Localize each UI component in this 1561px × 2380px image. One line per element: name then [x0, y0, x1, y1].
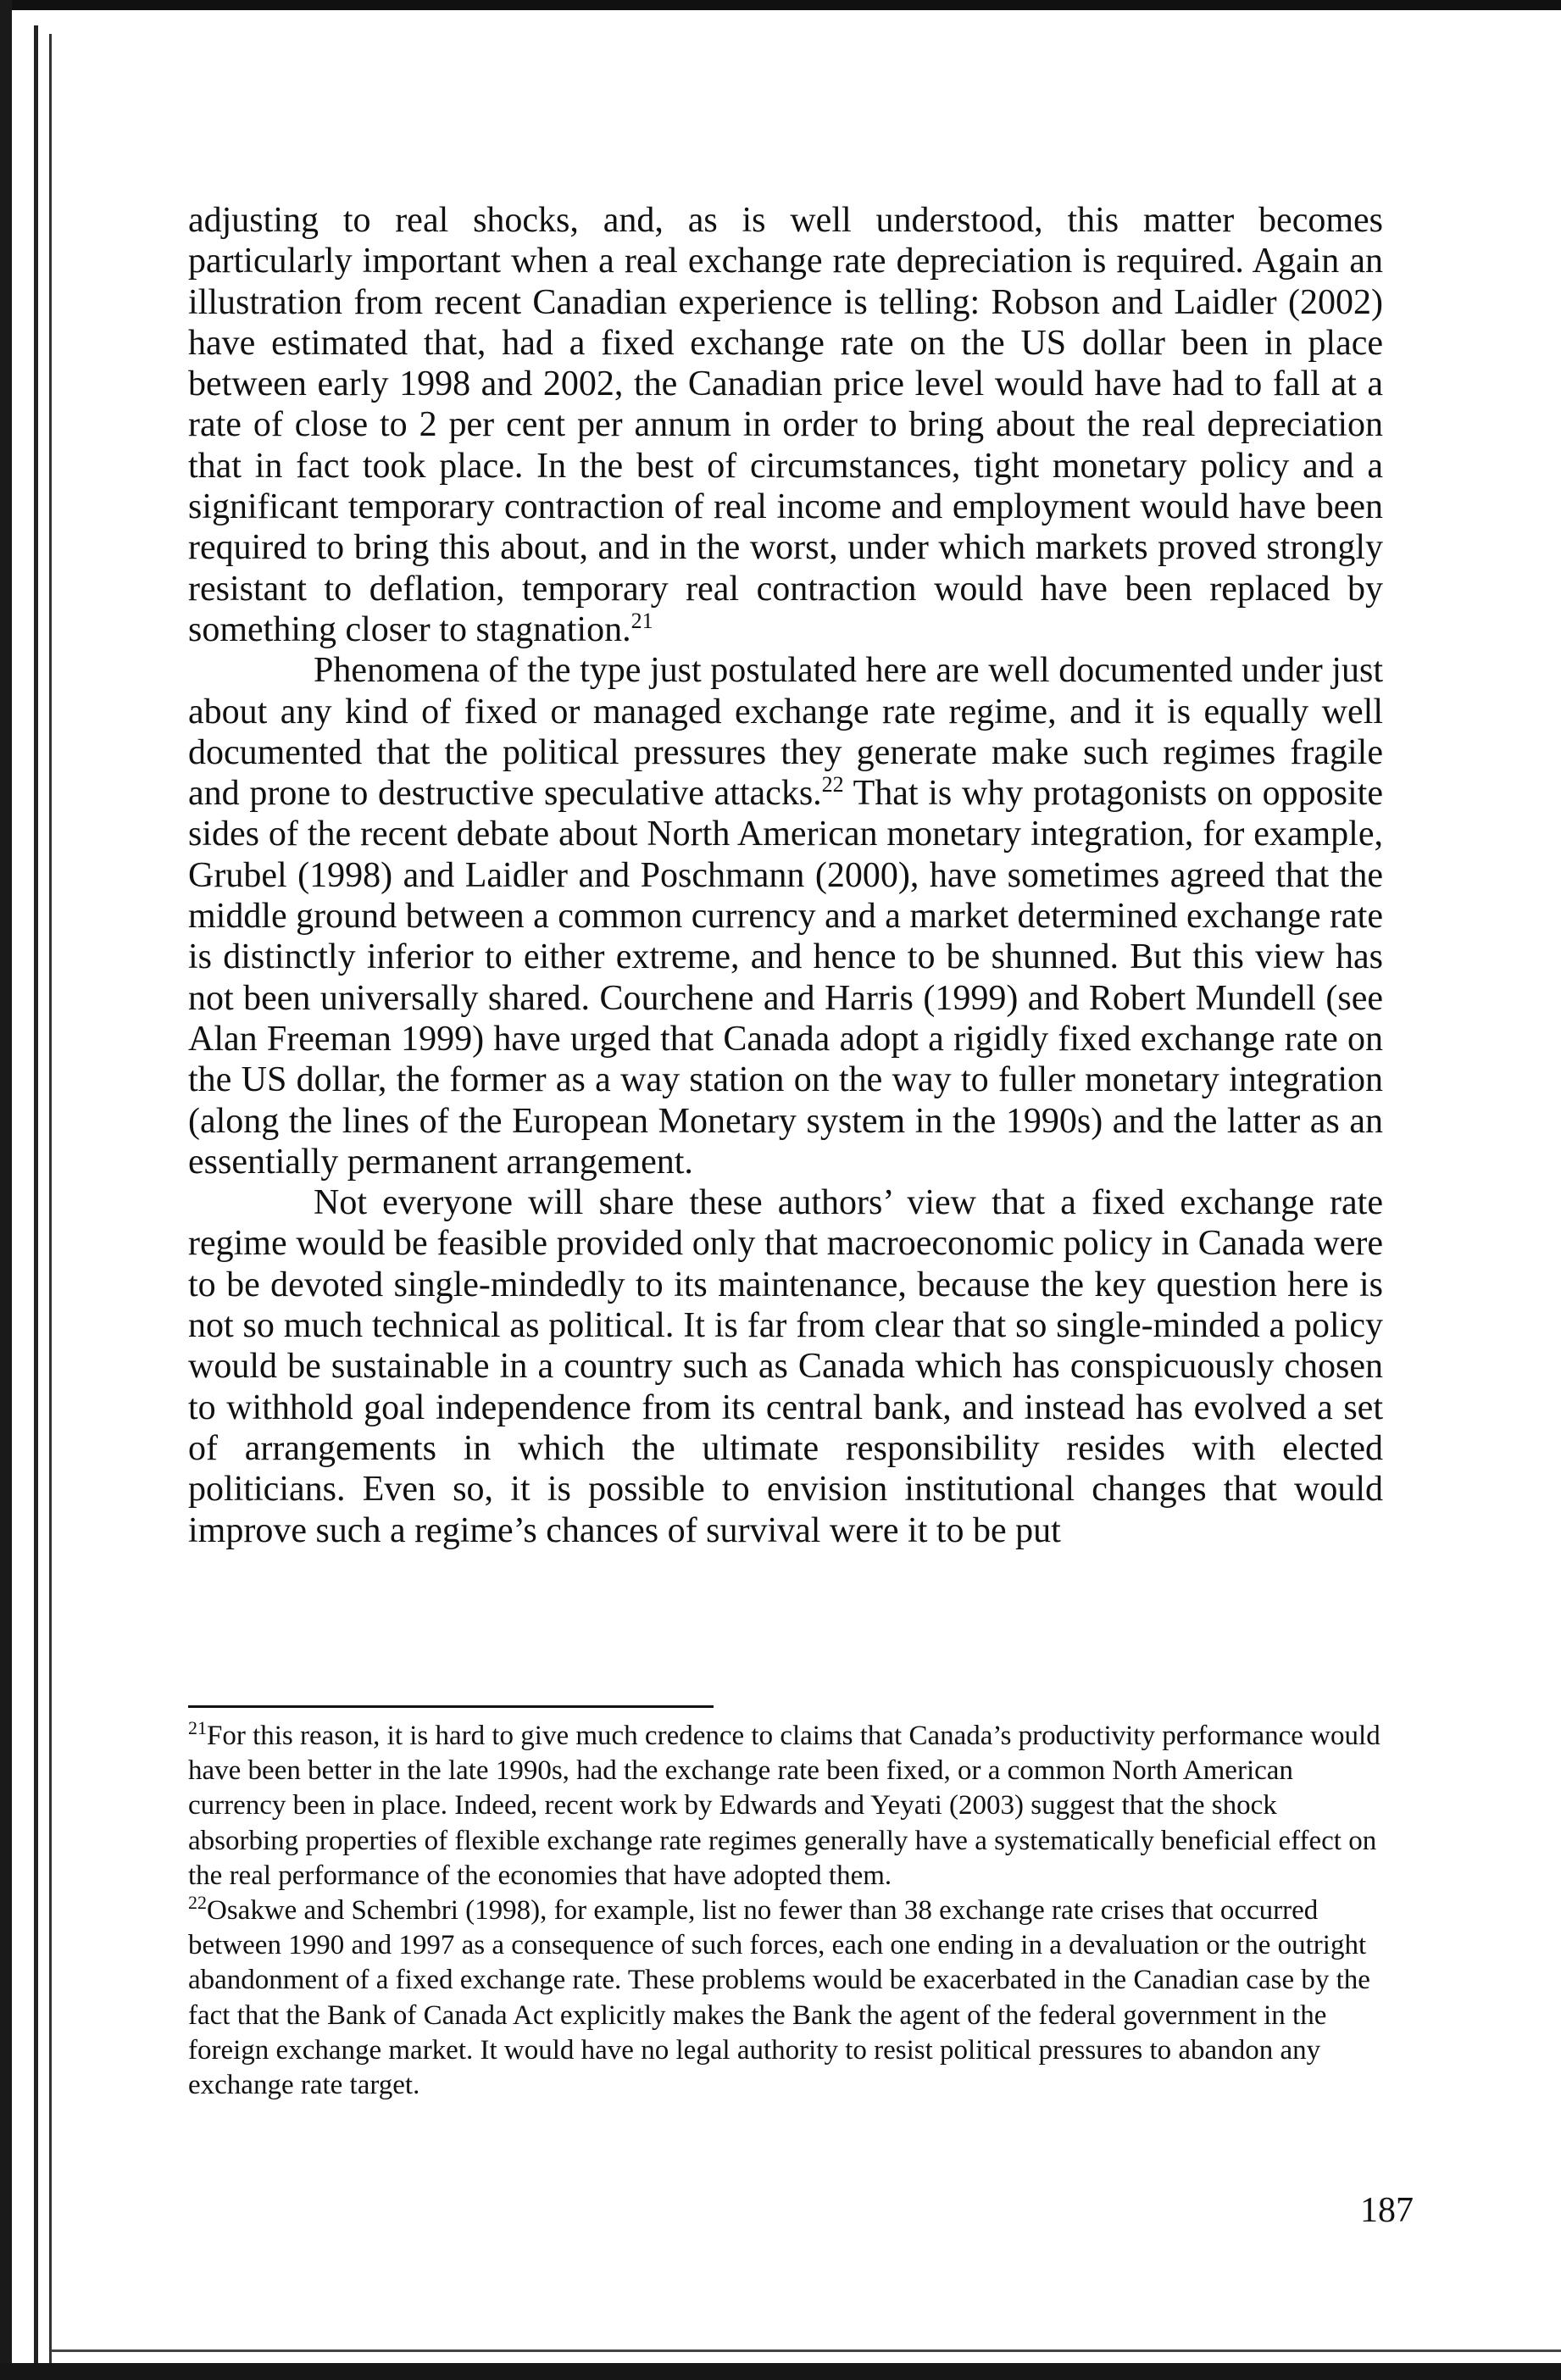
scan-edge-bottom-line	[51, 2349, 1561, 2352]
paragraph-1-text: adjusting to real shocks, and, as is well understood, this matter becomes particularly important when a real exchange rate depreciation is required. Again an illustration from recent Canadian experience is telling: Robson and Laidler (2002) have estimated that, had a fixed exchange rate on the US dollar been in place between early 1998 and 2002, the Canadian price level would have had to fall at a rate of close to 2 per cent per annum in order to bring about the real depreciation that in fact took place. In the best of circumstances, tight monetary policy and a significant temporary contraction of real income and employment would have been required to bring this about, and in the worst, under which markets proved strongly resistant to deflation, temporary real contraction would have been replaced by something closer to stagnation.	[188, 201, 1383, 649]
scan-edge-top	[0, 0, 1561, 10]
footnote-21	[188, 1719, 1383, 1893]
footnote-ref-22[interactable]: 22	[821, 772, 844, 798]
footnotes	[188, 1719, 1383, 2103]
footnote-22	[188, 1893, 1383, 2103]
footnote-separator	[188, 1705, 714, 1708]
scan-edge-left	[0, 0, 12, 2380]
paragraph-1	[188, 200, 1383, 650]
footnote-text: Osakwe and Schembri (1998), for example, list no fewer than 38 exchange rate crises that occurred between 1990 and 1997 as a consequence of such forces, each one ending in a devaluation or the outright abandonment of a fixed exchange rate. These problems would be exacerbated in the Canadian case by the fact that the Bank of Canada Act explicitly makes the Bank the agent of the federal government in the foreign exchange market. It would have no legal authority to resist political pressures to abandon any exchange rate target.	[188, 1895, 1370, 2101]
main-text	[188, 200, 1383, 1551]
scan-binding-line	[34, 25, 38, 2373]
footnote-number: 22	[188, 1892, 207, 1914]
paragraph-3-text: Not everyone will share these authors’ view that a fixed exchange rate regime would be feasible provided only that macroeconomic policy in Canada were to be devoted single-mindedly to its maintenance, because the key question here is not so much technical as political. It is far from clear that so single-minded a policy would be sustainable in a country such as Canada which has conspicuously chosen to withhold goal independence from its central bank, and instead has evolved a set of arrangements in which the ultimate responsibility resides with elected politicians. Even so, it is possible to envision institutional changes that would improve such a regime’s chances of survival were it to be put	[188, 1183, 1383, 1550]
paragraph-2	[188, 650, 1383, 1182]
page-number: 187	[1360, 2191, 1414, 2230]
paragraph-2-text-a: Phenomena of the type just postulated here are well documented under just about any kind of fixed or managed exchange rate regime, and it is equally well documented that the political pressures they generate make such regimes fragile and prone to destructive speculative attacks.	[188, 651, 1383, 814]
footnote-number: 21	[188, 1717, 207, 1738]
paragraph-3	[188, 1182, 1383, 1551]
footnote-text: For this reason, it is hard to give much credence to claims that Canada’s productivity performance would have been better in the late 1990s, had the exchange rate been fixed, or a common North American currency been in place. Indeed, recent work by Edwards and Yeyati (2003) suggest that the shock absorbing properties of flexible exchange rate regimes generally have a systematically beneficial effect on the real performance of the economies that have adopted them.	[188, 1721, 1380, 1891]
scan-binding-line-inner	[49, 34, 52, 2373]
scan-edge-bottom	[0, 2363, 1561, 2380]
footnote-ref-21[interactable]: 21	[631, 608, 653, 633]
paragraph-2-text-b: That is why protagonists on opposite sides of the recent debate about North American monetary integration, for example, Grubel (1998) and Laidler and Poschmann (2000), have sometimes agreed that the middle ground between a common currency and a market determined exchange rate is distinctly inferior to either extreme, and hence to be shunned. But this view has not been universally shared. Courchene and Harris (1999) and Robert Mundell (see Alan Freeman 1999) have urged that Canada adopt a rigidly fixed exchange rate on the US dollar, the former as a way station on the way to fuller monetary integration (along the lines of the European Monetary system in the 1990s) and the latter as an essentially permanent arrangement.	[188, 774, 1383, 1182]
